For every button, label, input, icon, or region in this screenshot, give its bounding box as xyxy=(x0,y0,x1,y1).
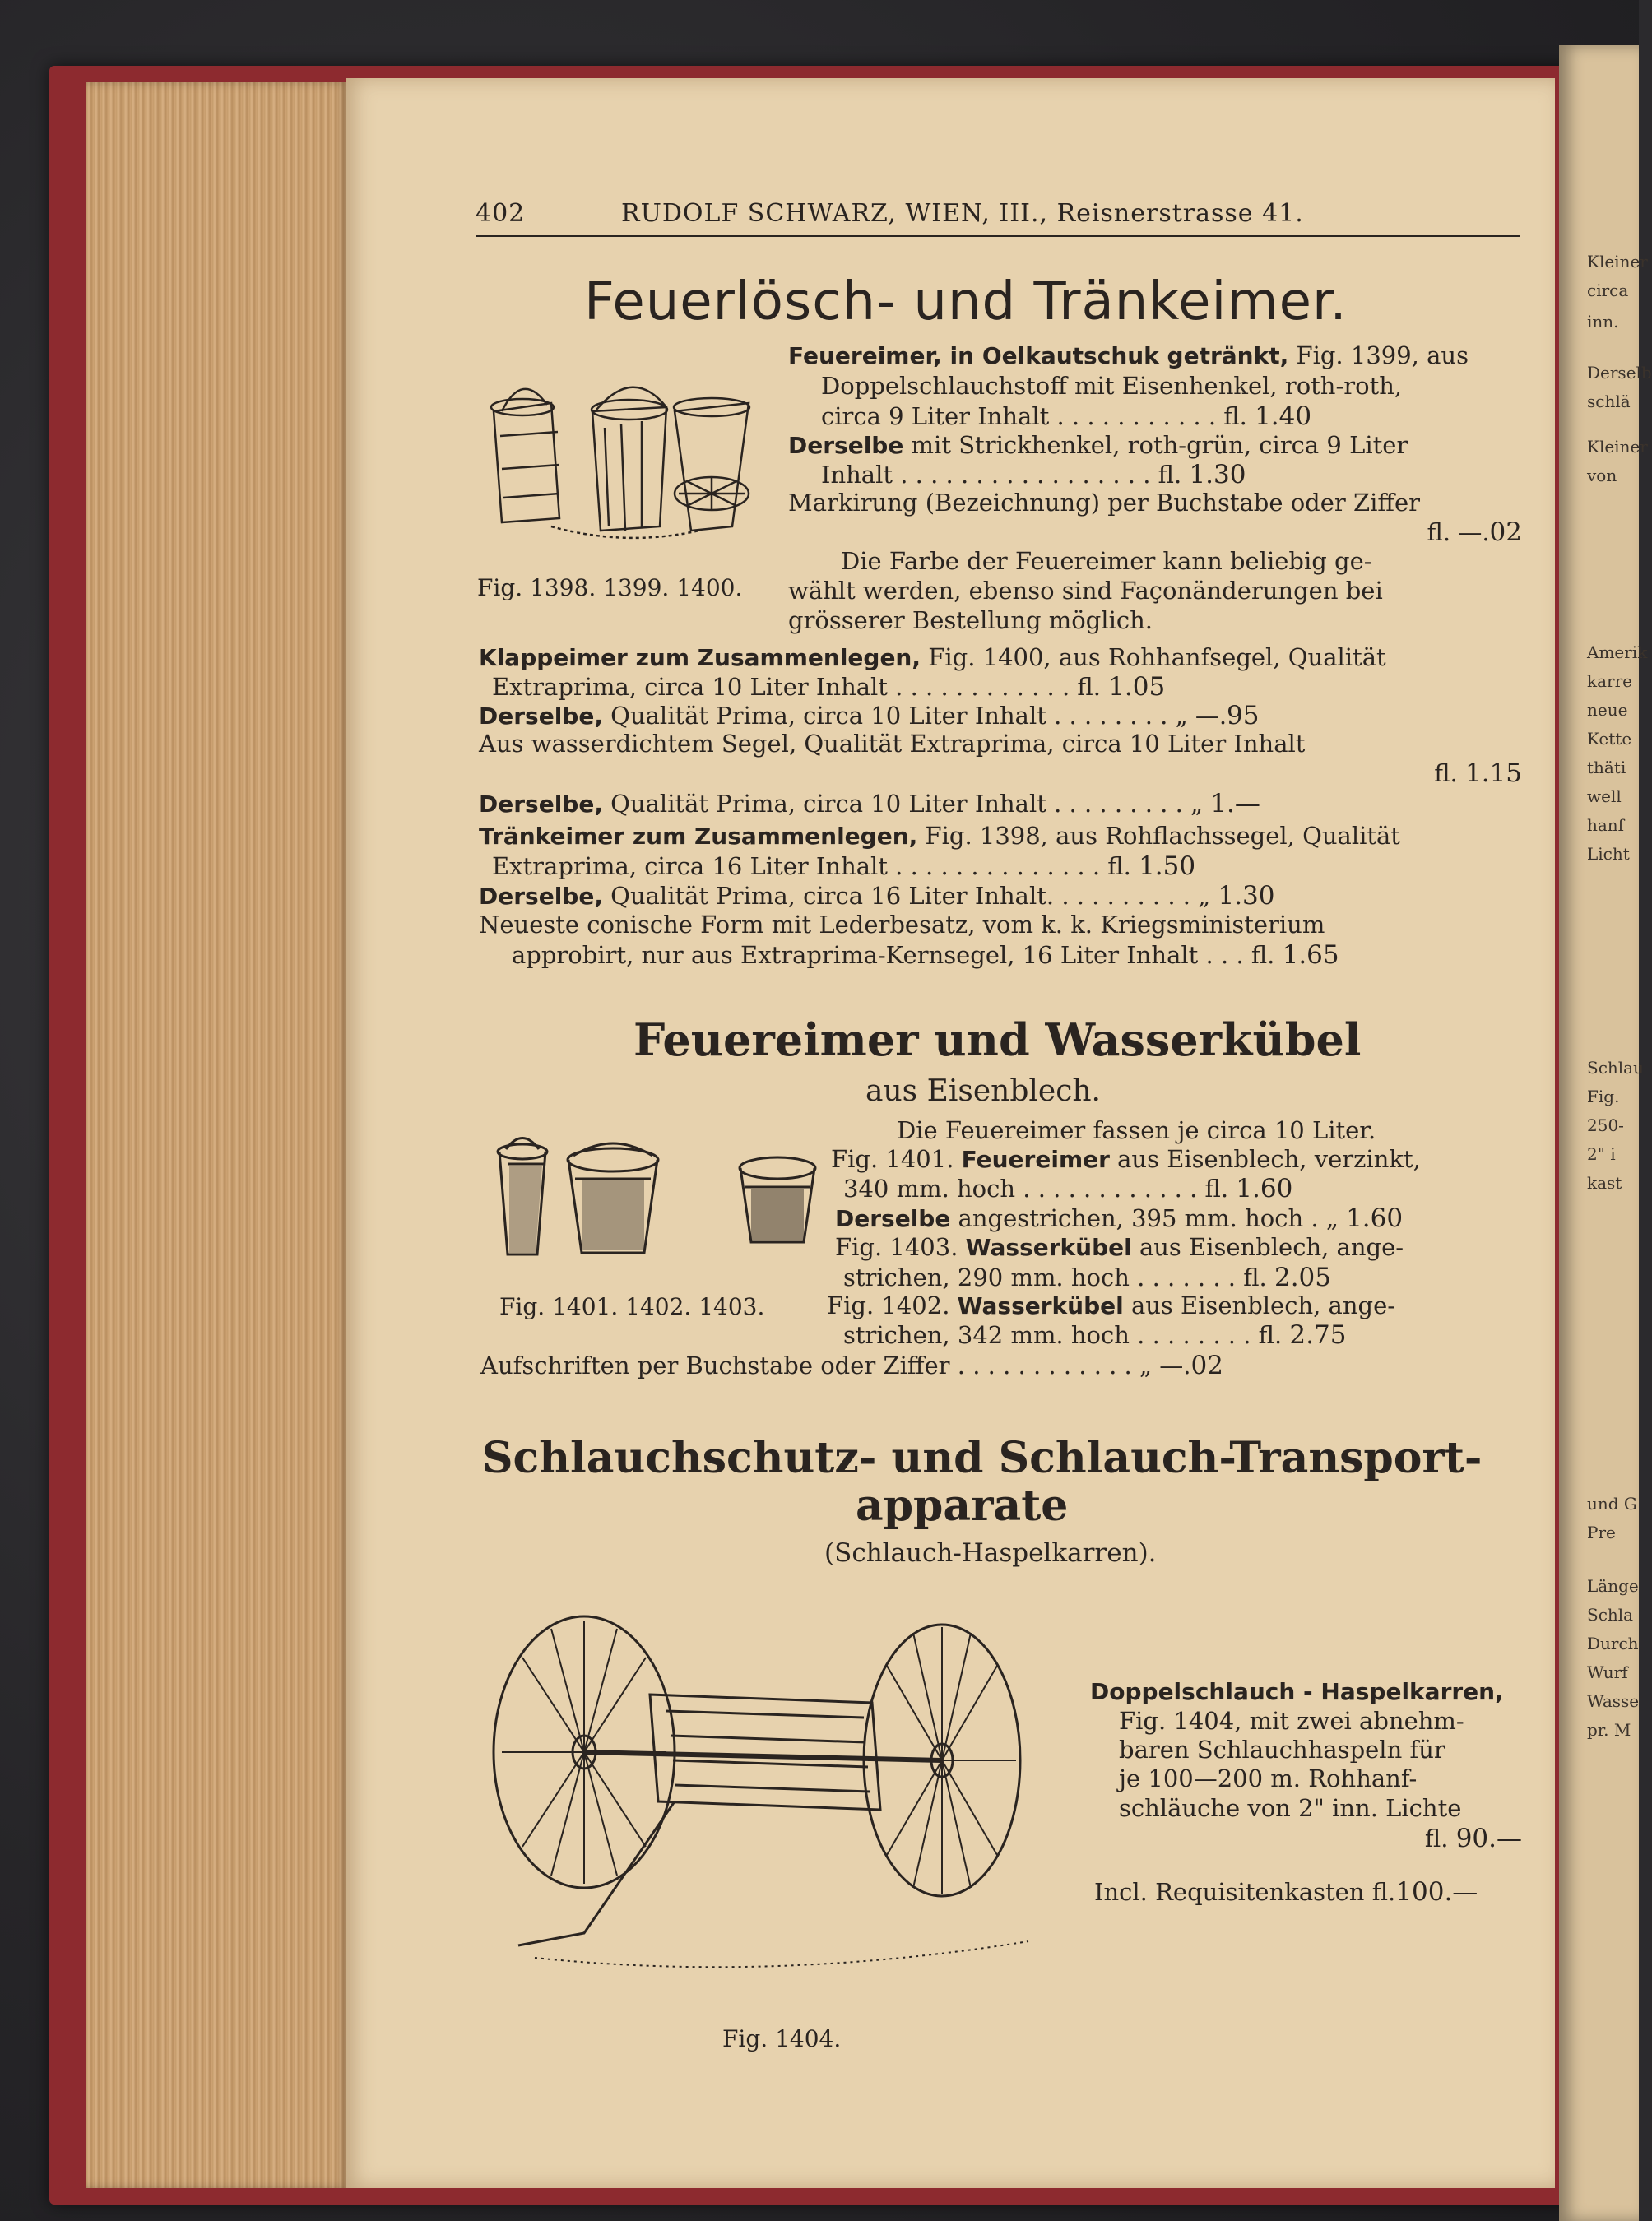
text-line xyxy=(788,606,1153,634)
next-page-fragment: well xyxy=(1587,786,1622,806)
next-page-fragment: Wurf xyxy=(1587,1662,1628,1682)
text-run: Qualität Prima, circa 10 Liter Inhalt . . . . . . . . „ —. xyxy=(602,702,1227,730)
section-title-schlauchschutz-1: Schlauchschutz- und Schlauch-Transport- xyxy=(482,1433,1483,1483)
price-value: 1.60 xyxy=(1346,1203,1404,1233)
running-head: RUDOLF SCHWARZ, WIEN, III., Reisnerstrasse 41. xyxy=(621,199,1304,228)
bold-term: Derselbe xyxy=(788,432,904,459)
text-run: fl. xyxy=(1434,759,1465,787)
bold-term: Tränkeimer zum Zusammenlegen, xyxy=(479,823,918,850)
bold-term: Wasserkübel xyxy=(957,1292,1124,1319)
next-page-fragment: Kette xyxy=(1587,729,1632,749)
text-line xyxy=(843,1320,1347,1350)
text-run: Die Feuereimer fassen je circa 10 Liter. xyxy=(897,1116,1376,1144)
price-value: 1.50 xyxy=(1139,851,1196,881)
text-run: Qualität Prima, circa 10 Liter Inhalt . . . . . . . . . „ xyxy=(602,790,1211,818)
price-value: 95 xyxy=(1227,701,1260,730)
text-line xyxy=(479,824,1400,848)
next-page-fragment: Kleiner xyxy=(1587,437,1648,457)
text-run: Fig. 1401. xyxy=(831,1145,962,1173)
price-value: 1.65 xyxy=(1282,940,1339,970)
text-line xyxy=(946,517,1522,547)
text-line xyxy=(843,1176,1292,1202)
next-page-fragment: Schlau xyxy=(1587,1058,1644,1078)
text-line xyxy=(512,940,1339,970)
text-run: schläuche von 2" inn. Lichte xyxy=(1119,1794,1462,1822)
hose-cart-illustration xyxy=(485,1596,1061,1982)
text-line xyxy=(788,491,1420,515)
bold-term: Klappeimer zum Zusammenlegen, xyxy=(479,644,921,671)
text-line xyxy=(821,374,1402,398)
text-line xyxy=(788,431,1408,459)
running-header xyxy=(476,199,1520,237)
text-run: Fig. 1400, aus Rohhanfsegel, Qualität xyxy=(921,643,1386,671)
text-line xyxy=(492,851,1196,881)
next-page-fragment: 2" i xyxy=(1587,1144,1616,1164)
next-page-fragment: hanf xyxy=(1587,815,1625,835)
bold-term: Derselbe, xyxy=(479,883,603,910)
text-run: Inhalt . . . . . . . . . . . . . . . . . fl. xyxy=(821,461,1190,489)
text-line xyxy=(841,549,1372,573)
next-page-fragment: neue xyxy=(1587,700,1628,720)
text-run: Extraprima, circa 10 Liter Inhalt . . . . . . . . . . . . fl. xyxy=(492,673,1109,701)
price-value: 100.— xyxy=(1395,1877,1478,1907)
text-line xyxy=(835,1203,1404,1233)
text-line xyxy=(492,672,1166,702)
price-value: 1.05 xyxy=(1108,672,1166,702)
page-number: 402 xyxy=(476,199,526,228)
text-line xyxy=(480,1353,1223,1379)
bold-term: Derselbe xyxy=(835,1205,951,1232)
next-page-fragment: inn. xyxy=(1587,312,1619,332)
price-value: 1.15 xyxy=(1464,758,1522,788)
text-run: Incl. Requisitenkasten fl. xyxy=(1094,1878,1396,1906)
text-line xyxy=(479,703,1260,729)
text-line xyxy=(897,1116,1376,1144)
text-line xyxy=(479,732,1305,756)
text-run: grösserer Bestellung möglich. xyxy=(788,606,1153,634)
text-line xyxy=(1119,1764,1418,1792)
text-line xyxy=(1119,1709,1464,1733)
next-page-fragment: und G xyxy=(1587,1494,1637,1514)
price-value: 1.30 xyxy=(1189,460,1246,489)
next-page-fragment: karre xyxy=(1587,671,1632,691)
text-line xyxy=(843,1265,1331,1291)
text-run: approbirt, nur aus Extraprima-Kernsegel, 16 Liter Inhalt . . . fl. xyxy=(512,941,1283,969)
figure-caption-1404: Fig. 1404. xyxy=(722,2025,842,2052)
text-run: aus Eisenblech, ange- xyxy=(1131,1233,1404,1261)
text-run: fl. xyxy=(1424,1825,1456,1852)
text-line xyxy=(479,643,1386,671)
text-run: circa 9 Liter Inhalt . . . . . . . . . . . fl. xyxy=(821,402,1255,430)
price-value: 1.60 xyxy=(1236,1174,1293,1203)
section-title-schlauchschutz-2: apparate xyxy=(856,1481,1069,1531)
next-page-fragment: 250- xyxy=(1587,1115,1624,1135)
text-line xyxy=(1094,1877,1478,1907)
text-run: Fig. 1404, mit zwei abnehm- xyxy=(1119,1707,1464,1735)
text-line xyxy=(788,341,1469,369)
text-run: Markirung (Bezeichnung) per Buchstabe oder Ziffer xyxy=(788,489,1421,517)
price-value: 2.75 xyxy=(1289,1320,1347,1350)
text-line xyxy=(1119,1794,1462,1822)
next-page-fragment: Pre xyxy=(1587,1523,1616,1542)
page-edges xyxy=(86,82,350,2188)
text-run: aus Eisenblech, ange- xyxy=(1123,1291,1396,1319)
next-page-fragment: Schla xyxy=(1587,1605,1634,1625)
figure-caption-1398: Fig. 1398. 1399. 1400. xyxy=(477,574,743,601)
text-line xyxy=(479,791,1260,817)
text-line xyxy=(827,1291,1396,1319)
next-page-edge xyxy=(1559,45,1652,2221)
next-page-fragment: Länge xyxy=(1587,1576,1639,1596)
text-run: Fig. 1402. xyxy=(827,1291,958,1319)
section-subtitle-haspelkarren: (Schlauch-Haspelkarren). xyxy=(824,1538,1157,1568)
next-page-fragment: Licht xyxy=(1587,844,1630,864)
text-run: Fig. 1403. xyxy=(835,1233,966,1261)
next-page-fragment: thäti xyxy=(1587,758,1626,777)
next-page-fragment: Amerik xyxy=(1587,642,1648,662)
text-line xyxy=(1316,1826,1522,1852)
bold-term: Derselbe, xyxy=(479,791,603,818)
price-value: 1.30 xyxy=(1218,881,1275,911)
next-page-fragment: Kleiner xyxy=(1587,252,1648,271)
price-value: 1.— xyxy=(1210,789,1260,818)
text-line xyxy=(835,1233,1404,1261)
text-run: baren Schlauchhaspeln für xyxy=(1119,1736,1446,1764)
buckets-illustration-1 xyxy=(477,362,782,551)
text-run: Qualität Prima, circa 16 Liter Inhalt. . . . . . . . . . „ xyxy=(602,882,1218,910)
text-run: 340 mm. hoch . . . . . . . . . . . . fl. xyxy=(843,1175,1237,1203)
text-line xyxy=(821,462,1246,488)
figure-caption-1401: Fig. 1401. 1402. 1403. xyxy=(499,1293,765,1320)
text-run: angestrichen, 395 mm. hoch . „ xyxy=(950,1204,1347,1232)
next-page-fragment: Fig. xyxy=(1587,1087,1620,1106)
price-value: 02 xyxy=(1489,517,1522,547)
text-line xyxy=(1119,1738,1446,1762)
text-run: fl. —. xyxy=(1427,518,1490,546)
text-line xyxy=(479,883,1275,909)
text-line xyxy=(821,401,1312,431)
price-value: 2.05 xyxy=(1274,1263,1332,1292)
section-subtitle-eisenblech: aus Eisenblech. xyxy=(865,1074,1101,1108)
text-line xyxy=(831,1145,1421,1173)
text-run: Extraprima, circa 16 Liter Inhalt . . . . . . . . . . . . . . fl. xyxy=(492,852,1139,880)
section-title-feuereimer: Feuereimer und Wasserkübel xyxy=(633,1013,1362,1066)
text-line xyxy=(479,913,1325,937)
text-run: wählt werden, ebenso sind Façonänderungen bei xyxy=(788,577,1383,605)
bold-term: Feuereimer xyxy=(961,1146,1110,1173)
bold-term: Doppelschlauch - Haspelkarren, xyxy=(1090,1678,1504,1705)
bold-term: Wasserkübel xyxy=(965,1234,1132,1261)
next-page-fragment: Durch xyxy=(1587,1634,1639,1653)
text-run: je 100—200 m. Rohhanf- xyxy=(1119,1764,1418,1792)
text-line xyxy=(788,579,1383,603)
next-page-fragment: pr. M xyxy=(1587,1720,1631,1740)
text-run: Aus wasserdichtem Segel, Qualität Extraprima, circa 10 Liter Inhalt xyxy=(479,730,1306,758)
text-run: Die Farbe der Feuereimer kann beliebig ge- xyxy=(841,547,1372,575)
buckets-illustration-2 xyxy=(490,1131,819,1271)
text-run: Fig. 1398, aus Rohflachssegel, Qualität xyxy=(917,822,1400,850)
bold-term: Derselbe, xyxy=(479,702,603,730)
section-title-feuerloesch: Feuerlösch- und Tränkeimer. xyxy=(584,271,1348,332)
price-value: 90.— xyxy=(1455,1824,1522,1853)
text-run: Doppelschlauchstoff mit Eisenhenkel, roth-roth, xyxy=(821,372,1403,400)
text-run: Neueste conische Form mit Lederbesatz, vom k. k. Kriegsministerium xyxy=(479,911,1325,939)
text-run: Fig. 1399, aus xyxy=(1288,341,1469,369)
next-page-fragment: circa xyxy=(1587,281,1629,300)
price-value: 1.40 xyxy=(1255,401,1312,431)
bold-term: Feuereimer, in Oelkautschuk getränkt, xyxy=(788,342,1289,369)
text-run: aus Eisenblech, verzinkt, xyxy=(1109,1145,1421,1173)
next-page-fragment: schlä xyxy=(1587,392,1631,411)
text-run: Aufschriften per Buchstabe oder Ziffer . . . . . . . . . . . . „ —. xyxy=(480,1352,1191,1379)
next-page-fragment: von xyxy=(1587,466,1617,485)
text-run: strichen, 342 mm. hoch . . . . . . . . fl. xyxy=(843,1321,1290,1349)
next-page-fragment: kast xyxy=(1587,1173,1622,1193)
price-value: 02 xyxy=(1190,1351,1223,1380)
next-page-fragment: Derselb xyxy=(1587,363,1652,383)
text-run: strichen, 290 mm. hoch . . . . . . . fl. xyxy=(843,1264,1274,1291)
next-page-fragment: Wasse xyxy=(1587,1691,1640,1711)
text-line xyxy=(1090,1680,1504,1704)
text-line xyxy=(1193,758,1522,788)
text-run: mit Strickhenkel, roth-grün, circa 9 Liter xyxy=(903,431,1408,459)
